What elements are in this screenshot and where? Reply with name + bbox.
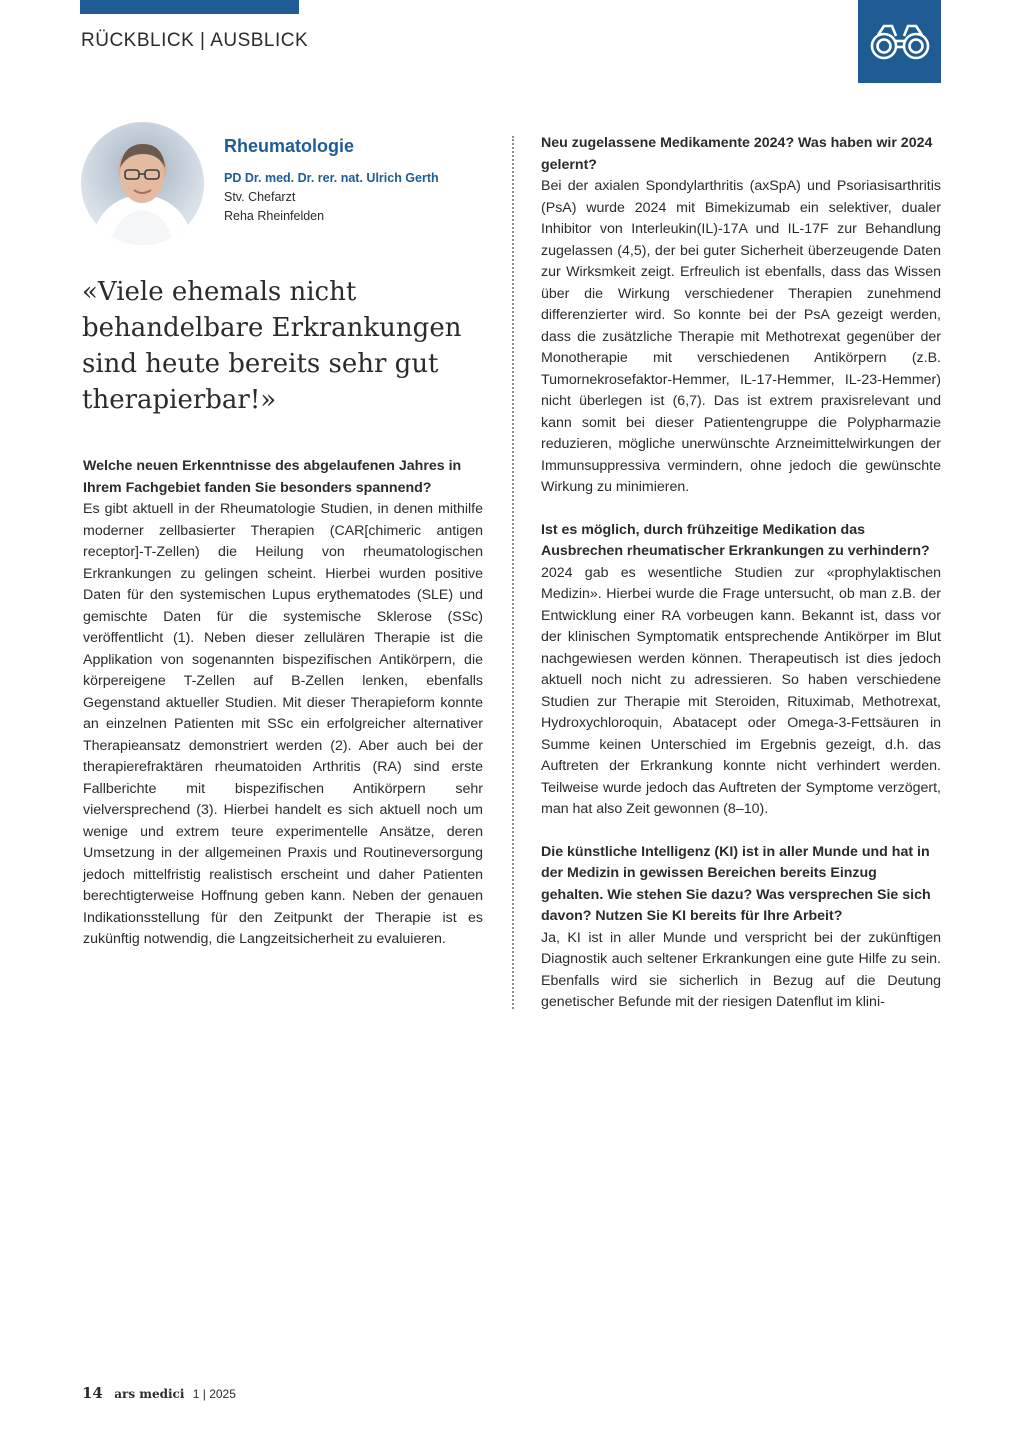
top-accent-bar xyxy=(80,0,299,14)
author-name: PD Dr. med. Dr. rer. nat. Ulrich Gerth xyxy=(224,171,439,185)
author-photo xyxy=(81,122,204,245)
question-1: Welche neuen Erkenntnisse des abgelaufenen Jahres in Ihrem Fachgebiet fanden Sie besonders spannend? xyxy=(83,458,462,496)
page-footer xyxy=(82,1384,236,1402)
answer-1: Es gibt aktuell in der Rheumatologie Studien, in denen mithilfe moderner zellbasierter Therapien (CAR[chimeric antigen receptor]-T-Zellen) die Heilung von rheumatologischen Erkrankungen zu gelingen scheint. Hierbei wurden positive Daten für den systemischen Lupus erythematodes (SLE) und gemischte Daten für die systemische Sklerose (SSc) veröffentlicht (1). Neben dieser zellulären Therapie ist die Applikation von sogenannten bispezifischen Antikörpern, die körpereigene T-Zellen auf B-Zellen lenken, ebenfalls Gegenstand aktueller Studien. Mit dieser Therapieform konnte an einzelnen Patienten mit SSc ein erfolgreicher alternativer Therapieansatz demonstriert werden (2). Aber auch bei der therapierefraktären rheumatoiden Arthritis (RA) sind erste Fallberichte mit bispezifischen Antikörpern sehr vielversprechend (3). Hierbei handelt es sich aktuell noch um wenige und extrem teure experimentelle Ansätze, deren Umsetzung in der allgemeinen Praxis und Routineversorgung jedoch mittelfristig realistisch erscheint und daher Patienten berechtigterweise Hoffnung geben kann. Neben der genauen Indikationsstellung für den Zeitpunkt der Therapie ist es zukünftig notwendig, die Langzeitsicherheit zu evaluieren. xyxy=(83,501,483,947)
binoculars-icon xyxy=(868,22,932,62)
answer-2: Bei der axialen Spondylarthritis (axSpA) und Psoriasisarthritis (PsA) wurde 2024 mit Bimekizumab ein selektiver, dualer Inhibitor von Interleukin(IL)-17A und IL-17F zur Behandlung zugelassen (4,5), der bei guter Sicherheit überzeugende Daten zur Wirksmkeit zeigt. Erfreulich ist ebenfalls, dass das Wissen über die Wirkung verschiedener Therapien zunehmend differenzierter wird. So konnte bei der PsA gezeigt werden, dass die zusätzliche Therapie mit Methotrexat gegenüber der Monotherapie mit verschiedenen Antikörpern (z.B. Tumornekrosefaktor-Hemmer, IL-17-Hemmer, IL-23-Hemmer) nicht überlegen ist (6,7). Das ist extrem praxisrelevant und kann somit bei dieser Patientengruppe die Polypharmazie reduzieren, mögliche unerwünschte Arzneimittelwirkungen der Immunsuppressiva vermindern, ohne jedoch die gewünschte Wirkung zu minimieren. xyxy=(541,178,941,495)
question-3: Ist es möglich, durch frühzeitige Medikation das Ausbrechen rheumatischer Erkrankungen zu verhindern? xyxy=(541,521,930,559)
journal-name: ars medici xyxy=(114,1387,185,1401)
author-block xyxy=(224,136,494,226)
author-institution: Reha Rheinfelden xyxy=(224,209,325,223)
answer-4: Ja, KI ist in aller Munde und verspricht bei der zukünftigen Diagnostik auch seltener Erkrankungen eine gute Hilfe zu sein. Ebenfalls wird sie sicherlich in Bezug auf die Deutung genetischer Befunde mit der riesigen Datenflut im klini- xyxy=(541,929,941,1010)
issue-label: 1 | 2025 xyxy=(192,1387,236,1401)
answer-3: 2024 gab es wesentliche Studien zur «prophylaktischen Medizin». Hierbei wurde die Frage untersucht, ob man z.B. der Entwicklung einer RA vorbeugen kann. Bekannt ist, dass vor der klinischen Symptomatik entsprechende Antikörper im Blut nachgewiesen werden können. Therapeutisch ist dies jedoch aktuell noch nicht zu adressieren. So haben verschiedene Studien zur Therapie mit Steroiden, Rituximab, Methotrexat, Hydroxychloroquin, Abatacept oder Omega-3-Fettsäuren in Summe keinen Unterschied im Ergebnis gezeigt, d.h. das Auftreten der Erkrankung konnte nicht verhindert werden. Teilweise wurde jedoch das Auftreten der Symptome verzögert, man hat also Zeit gewonnen (8–10). xyxy=(541,564,941,817)
left-column xyxy=(83,456,483,951)
page-number: 14 xyxy=(82,1384,103,1402)
author-role: Stv. Chefarzt xyxy=(224,190,296,204)
specialty-title: Rheumatologie xyxy=(224,136,355,156)
column-divider xyxy=(512,136,514,1009)
question-4: Die künstliche Intelligenz (KI) ist in aller Munde und hat in der Medizin in gewissen Bereichen bereits Einzug gehalten. Wie stehen Sie dazu? Was versprechen Sie sich davon? Nutzen Sie KI bereits für Ihre Arbeit? xyxy=(541,843,931,924)
pull-quote: «Viele ehemals nicht behandelbare Erkrankungen sind heute bereits sehr gut therapierbar!» xyxy=(82,277,462,415)
section-label: RÜCKBLICK | AUSBLICK xyxy=(81,30,309,51)
question-2: Neu zugelassene Medikamente 2024? Was haben wir 2024 gelernt? xyxy=(541,135,933,173)
section-icon-box xyxy=(858,0,941,83)
right-column xyxy=(541,133,941,1014)
